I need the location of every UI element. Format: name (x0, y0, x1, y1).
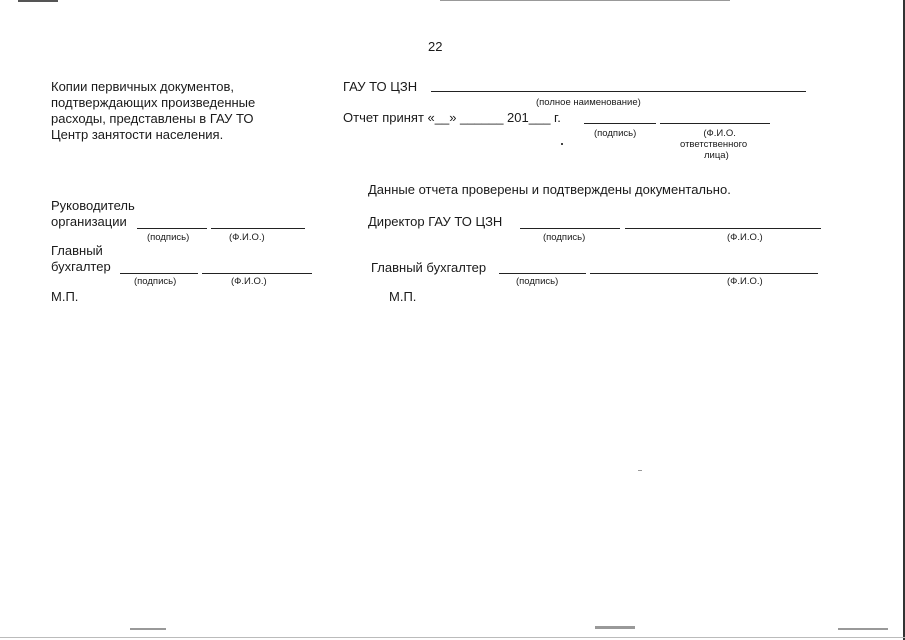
scan-artifact (18, 0, 58, 2)
accountant-label-line2: бухгалтер (51, 259, 111, 274)
scan-artifact (838, 628, 888, 630)
director-fio-line (625, 228, 821, 229)
head-fio-line (211, 228, 305, 229)
report-signature-line (584, 123, 656, 124)
scan-artifact (130, 628, 166, 630)
director-signature-line (520, 228, 620, 229)
accountant-fio-line (202, 273, 312, 274)
scan-artifact (0, 637, 905, 638)
director-label: Директор ГАУ ТО ЦЗН (368, 214, 503, 229)
copies-statement (51, 79, 255, 143)
head-label-line1: Руководитель (51, 198, 135, 213)
report-caption-signature: (подпись) (594, 128, 637, 139)
page-number: 22 (428, 39, 443, 54)
accountant-signature-line (120, 273, 198, 274)
copies-line: расходы, представлены в ГАУ ТО (51, 111, 254, 126)
chief-accountant-caption-signature: (подпись) (516, 276, 559, 287)
copies-line: Копии первичных документов, (51, 79, 234, 94)
head-signature-line (137, 228, 207, 229)
org-label: ГАУ ТО ЦЗН (343, 79, 418, 94)
verification-text: Данные отчета проверены и подтверждены документально. (368, 182, 731, 197)
scan-artifact (595, 626, 635, 629)
chief-accountant-caption-fio: (Ф.И.О.) (727, 276, 763, 287)
org-caption: (полное наименование) (536, 97, 641, 108)
stamp-left: М.П. (51, 289, 79, 304)
chief-accountant-signature-line (499, 273, 586, 274)
chief-accountant-label: Главный бухгалтер (371, 260, 487, 275)
accountant-caption-signature: (подпись) (134, 276, 177, 287)
accountant-label-line1: Главный (51, 243, 103, 258)
org-name-line (431, 91, 806, 92)
chief-accountant-fio-line (590, 273, 818, 274)
director-caption-signature: (подпись) (543, 232, 586, 243)
accountant-caption-fio: (Ф.И.О.) (231, 276, 267, 287)
copies-line: Центр занятости населения. (51, 127, 224, 142)
scan-artifact (638, 470, 642, 471)
director-caption-fio: (Ф.И.О.) (727, 232, 763, 243)
head-caption-fio: (Ф.И.О.) (229, 232, 265, 243)
report-fio-line (660, 123, 770, 124)
fio-caption-line: ответственного (680, 139, 748, 150)
report-accepted-label: Отчет принят «__» ______ 201___ г. (343, 110, 561, 125)
head-caption-signature: (подпись) (147, 232, 190, 243)
fio-caption-line: (Ф.И.О. (703, 128, 736, 139)
report-caption-fio (680, 128, 747, 161)
scan-artifact (440, 0, 730, 1)
copies-line: подтверждающих произведенные (51, 95, 256, 110)
fio-caption-line: лица) (704, 150, 729, 161)
head-label-line2: организации (51, 214, 127, 229)
scan-dot (561, 143, 563, 145)
stamp-right: М.П. (389, 289, 417, 304)
